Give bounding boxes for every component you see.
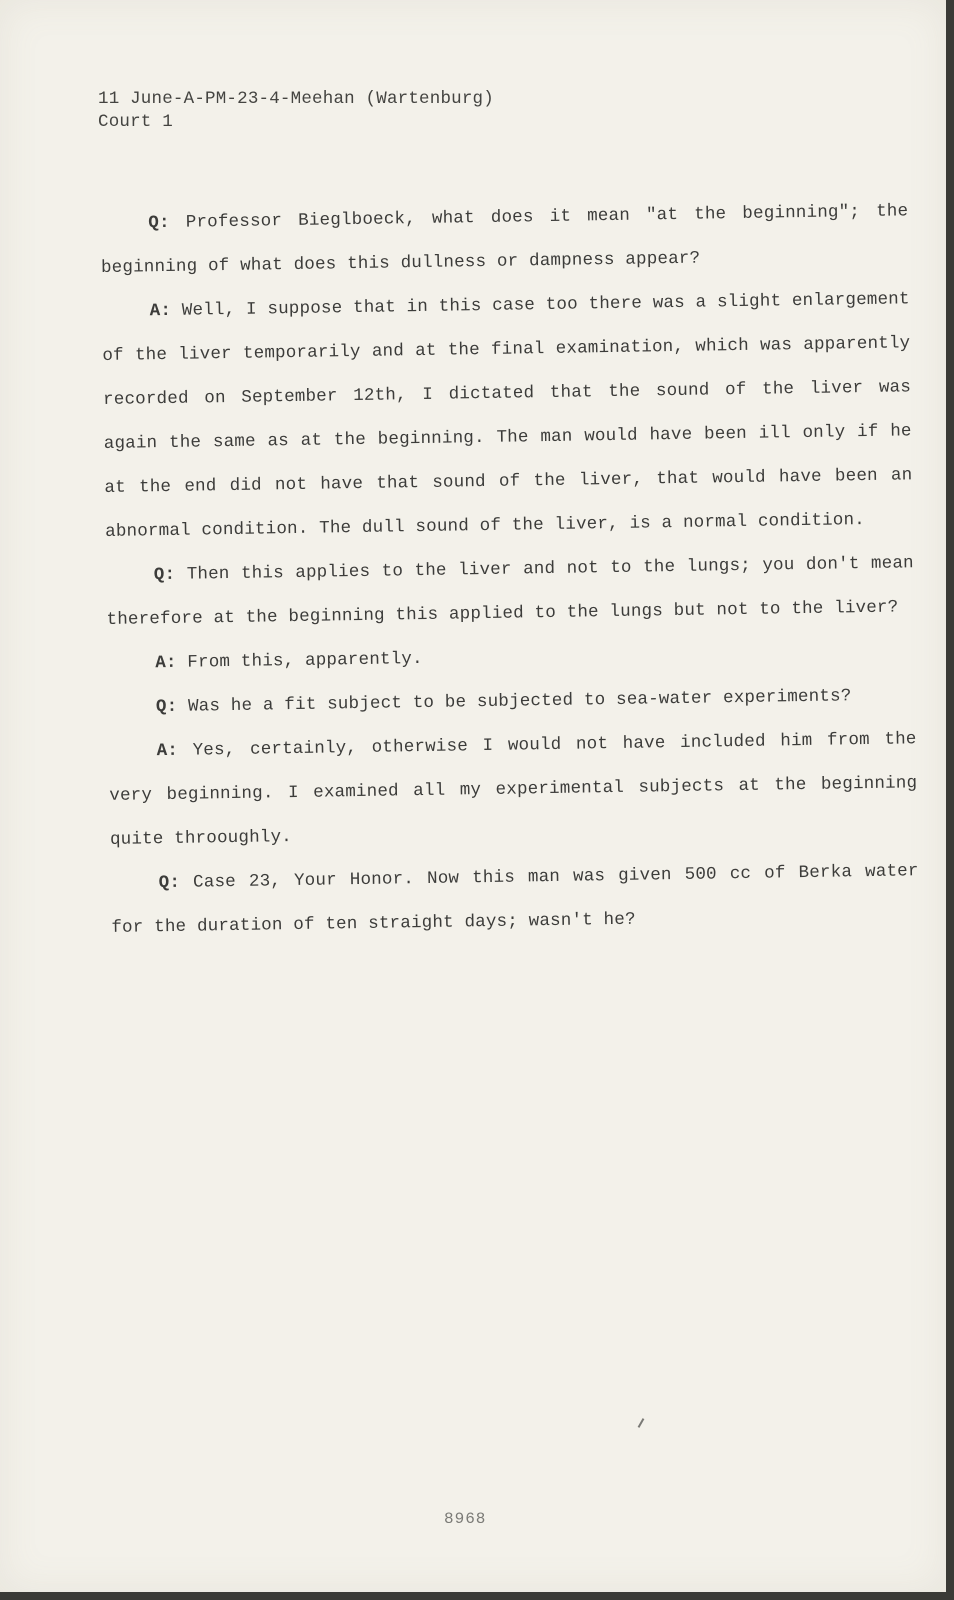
speaker-label: Q: <box>158 872 181 894</box>
paragraph-text: Was he a fit subject to be subjected to sea-water experiments? <box>187 686 852 717</box>
stray-pen-mark <box>638 1418 645 1428</box>
speaker-label: A: <box>156 740 179 762</box>
transcript-paragraph <box>101 277 913 554</box>
speaker-label: A: <box>149 300 172 322</box>
speaker-label: Q: <box>155 696 178 718</box>
paragraph-text: Well, I suppose that in this case too there was a slight enlargement of the liver temporarily and at the final examination, which was apparently recorded on September 12th, I dictated that the sound of the liver was again the same as at the beginning. The man would have been ill only if he at the end did not have that sound of the liver, that would have been an abnormal condition. The dull sound of the liver, is a normal condition. <box>102 289 913 542</box>
paragraph-text: Case 23, Your Honor. Now this man was given 500 cc of Berka water for the duration of ten straight days; wasn't he? <box>111 861 919 938</box>
speaker-label: Q: <box>153 564 176 586</box>
page-number: 8968 <box>444 1510 487 1528</box>
paragraph-text: From this, apparently. <box>187 648 423 673</box>
paragraph-text: Then this applies to the liver and not to the lungs; you don't mean therefore at the beginning this applied to the lungs but not to the liver? <box>106 553 914 630</box>
paragraph-text: Professor Bieglboeck, what does it mean "at the beginning"; the beginning of what does this dullness or dampness appear? <box>100 201 909 278</box>
transcript-paragraph <box>110 849 919 950</box>
header-session-line: 11 June-A-PM-23-4-Meehan (Wartenburg) <box>98 89 494 109</box>
document-header <box>98 88 494 134</box>
transcript-paragraph <box>108 717 918 862</box>
speaker-label: Q: <box>148 212 170 234</box>
transcript-body <box>100 189 920 950</box>
header-court-line: Court 1 <box>98 112 173 132</box>
speaker-label: A: <box>155 652 177 674</box>
transcript-paragraph <box>100 189 909 290</box>
paragraph-text: Yes, certainly, otherwise I would not have included him from the very beginning. I examined all my experimental subjects at the beginning quite throoughly. <box>109 729 918 850</box>
transcript-paragraph <box>106 541 915 642</box>
